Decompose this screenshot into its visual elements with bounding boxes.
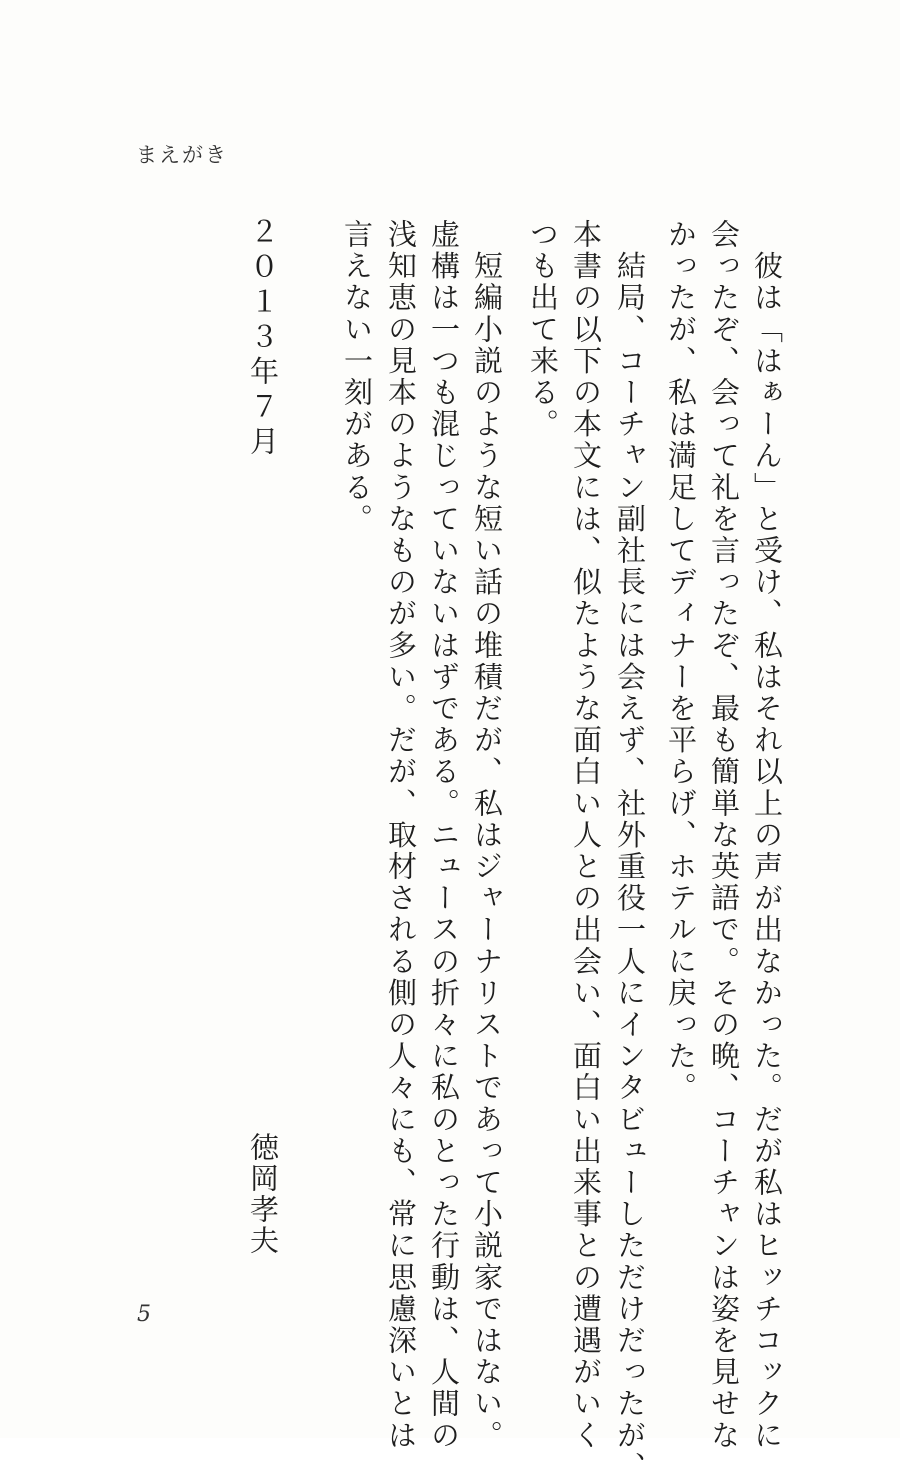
text-column-3: かったが、私は満足してディナーを平らげ、ホテルに戻った。: [664, 219, 698, 1104]
text-column-1: 彼は「はぁーん」と受け、私はそれ以上の声が出なかった。だが私はヒッチコックに: [750, 219, 784, 1452]
author-name: 徳岡孝夫: [246, 1132, 280, 1256]
signature-date: ２０１３年７月: [246, 216, 280, 461]
page-number: 5: [137, 1302, 151, 1327]
text-column-7: 短編小説のような短い話の堆積だが、私はジャーナリストであって小説家ではない。: [470, 219, 504, 1452]
chapter-title: まえがき: [136, 143, 228, 167]
text-column-2: 会ったぞ、会って礼を言ったぞ、最も簡単な英語で。その晩、コーチャンは姿を見せな: [707, 219, 741, 1452]
text-column-9: 浅知恵の見本のようなものが多い。だが、取材される側の人々にも、常に思慮深いとは: [384, 219, 418, 1452]
text-column-10: 言えない一刻がある。: [340, 219, 374, 535]
text-column-6: つも出て来る。: [526, 219, 560, 441]
text-column-4: 結局、コーチャン副社長には会えず、社外重役一人にインタビューしただけだったが、: [613, 219, 647, 1483]
text-column-8: 虚構は一つも混じっていないはずである。ニュースの折々に私のとった行動は、人間の: [427, 219, 461, 1452]
text-column-5: 本書の以下の本文には、似たような面白い人との出会い、面白い出来事との遭遇がいく: [569, 219, 603, 1452]
